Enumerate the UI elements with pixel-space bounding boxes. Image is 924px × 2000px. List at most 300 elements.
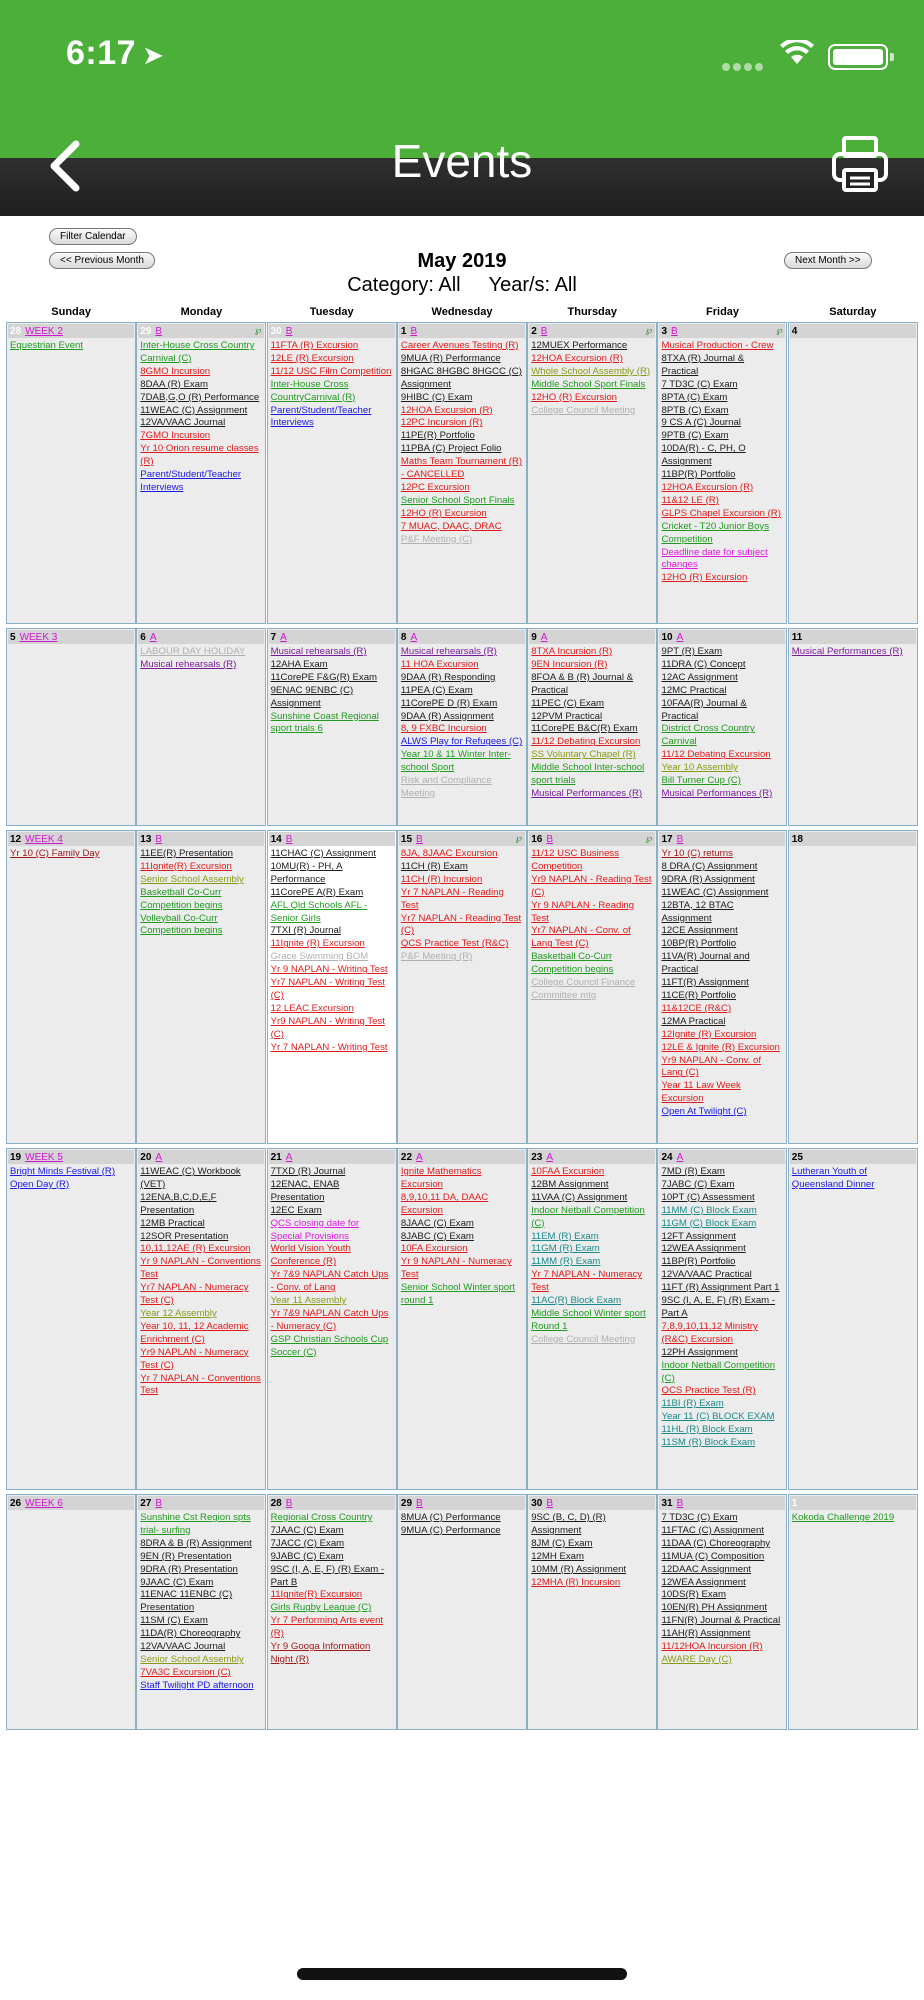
- event-link[interactable]: 12EC Exam: [270, 1204, 322, 1216]
- event-link[interactable]: 9ENAC 9ENBC (C) Assignment: [270, 684, 354, 709]
- day-cell[interactable]: [136, 1148, 266, 1490]
- event-link[interactable]: 8,9,10,11 DA, DAAC Excursion: [400, 1191, 489, 1216]
- event-link[interactable]: Open Day (R): [10, 1178, 70, 1190]
- event-link[interactable]: 11/12 Debating Excursion: [661, 749, 771, 761]
- event-link[interactable]: P&F Meeting (C): [400, 533, 473, 545]
- event-link[interactable]: Parent/Student/Teacher Interviews: [270, 404, 372, 429]
- event-link[interactable]: Regional Cross Country: [270, 1512, 373, 1523]
- event-link[interactable]: AFL Qld Schools AFL - Senior Girls: [270, 899, 368, 924]
- event-link[interactable]: 11CHAC (C) Assignment: [270, 848, 376, 859]
- event-link[interactable]: 7 MUAC, DAAC, DRAC: [400, 520, 502, 532]
- day-cell[interactable]: [657, 628, 787, 826]
- event-link[interactable]: 12BTA, 12 BTAC Assignment: [661, 899, 734, 924]
- event-link[interactable]: Senior School Winter sport round 1: [400, 1282, 515, 1307]
- event-link[interactable]: 8TXA (R) Journal & Practical: [661, 352, 745, 377]
- event-link[interactable]: Equestrian Event: [10, 340, 84, 351]
- day-cell[interactable]: [657, 322, 787, 624]
- event-link[interactable]: 11Ignite (R) Excursion: [270, 938, 365, 950]
- event-link[interactable]: 10FAA Excursion: [531, 1166, 605, 1177]
- day-cell[interactable]: [788, 628, 918, 826]
- week-ab-tag[interactable]: B: [410, 325, 418, 337]
- event-link[interactable]: Yr7 NAPLAN - Reading Test (C): [400, 912, 522, 937]
- event-link[interactable]: Open At Twilight (C): [661, 1106, 747, 1118]
- event-link[interactable]: Ignite Mathematics Excursion: [400, 1166, 482, 1190]
- event-link[interactable]: 9DAA (R) Responding: [400, 671, 496, 683]
- week-label-link[interactable]: WEEK 4: [25, 833, 63, 845]
- event-link[interactable]: 11AH(R) Assignment: [661, 1628, 751, 1640]
- event-link[interactable]: 10FA Excursion: [400, 1243, 468, 1255]
- event-link[interactable]: 11MM (C) Block Exam: [661, 1204, 757, 1216]
- event-link[interactable]: 11FTAC (C) Assignment: [661, 1524, 765, 1536]
- event-link[interactable]: 8DRA & B (R) Assignment: [140, 1537, 252, 1549]
- event-link[interactable]: 11DRA (C) Concept: [661, 658, 746, 670]
- event-link[interactable]: Sunshine Cst Region spts trial- surfing: [140, 1512, 251, 1536]
- event-link[interactable]: 12FT Assignment: [661, 1230, 736, 1242]
- event-link[interactable]: Musical Performances (R): [661, 787, 773, 799]
- event-link[interactable]: 9JAAC (C) Exam: [140, 1576, 214, 1588]
- event-link[interactable]: 10EN(R) PH Assignment: [661, 1602, 768, 1614]
- event-link[interactable]: Musical rehearsals (R): [140, 658, 237, 670]
- event-link[interactable]: Yr7 NAPLAN - Writing Test (C): [270, 977, 385, 1001]
- event-link[interactable]: SS Voluntary Chapel (R): [531, 749, 636, 761]
- event-link[interactable]: 8TXA Incursion (R): [531, 646, 613, 657]
- week-label-link[interactable]: WEEK 2: [25, 325, 63, 337]
- event-link[interactable]: 11GM (C) Block Exam: [661, 1217, 757, 1229]
- week-ab-tag[interactable]: B: [285, 833, 293, 845]
- event-link[interactable]: Yr 9 NAPLAN - Writing Test: [270, 964, 388, 976]
- event-link[interactable]: Musical rehearsals (R): [270, 646, 367, 657]
- event-link[interactable]: 12PC Excursion: [400, 481, 470, 493]
- event-link[interactable]: 12HOA Excursion (R): [400, 404, 493, 416]
- event-link[interactable]: Yr 7 NAPLAN - Reading Test: [400, 886, 504, 911]
- event-link[interactable]: Yr9 NAPLAN - Numeracy Test (C): [140, 1346, 249, 1371]
- event-link[interactable]: 11EE(R) Presentation: [140, 848, 233, 859]
- event-link[interactable]: 9 CS A (C) Journal: [661, 417, 741, 429]
- event-link[interactable]: 9SC (B, C, D) (R) Assignment: [531, 1512, 606, 1536]
- week-ab-tag[interactable]: A: [540, 631, 548, 643]
- week-ab-tag[interactable]: B: [546, 1497, 553, 1509]
- event-link[interactable]: 11EM (R) Exam: [531, 1230, 599, 1242]
- event-link[interactable]: 7 TD3C (C) Exam: [661, 378, 738, 390]
- filter-calendar-button[interactable]: Filter Calendar: [49, 228, 137, 245]
- event-link[interactable]: Year 10 Assembly: [661, 762, 738, 774]
- day-cell[interactable]: [397, 830, 527, 1144]
- event-link[interactable]: Yr 7 Performing Arts event (R): [270, 1615, 384, 1640]
- event-link[interactable]: 8DAA (R) Exam: [140, 378, 209, 390]
- event-link[interactable]: Yr7 NAPLAN - Conv. of Lang Test (C): [531, 925, 631, 950]
- event-link[interactable]: GLPS Chapel Excursion (R): [661, 507, 781, 519]
- event-link[interactable]: 11/12 USC Film Competition: [270, 365, 392, 377]
- event-link[interactable]: 12HO (R) Excursion: [531, 391, 618, 403]
- event-link[interactable]: 11BP(R) Portfolio: [661, 469, 736, 481]
- event-link[interactable]: 7TXI (R) Journal: [270, 925, 341, 937]
- event-link[interactable]: 8HGAC 8HGBC 8HGCC (C) Assignment: [400, 365, 522, 390]
- event-link[interactable]: 11FTA (R) Excursion: [270, 340, 359, 351]
- event-link[interactable]: 11CorePE F&G(R) Exam: [270, 671, 378, 683]
- event-link[interactable]: 10BP(R) Portfolio: [661, 938, 737, 950]
- event-link[interactable]: 10PT (C) Assessment: [661, 1191, 755, 1203]
- event-link[interactable]: 7JAAC (C) Exam: [270, 1524, 344, 1536]
- event-link[interactable]: 8MUA (C) Performance: [400, 1512, 501, 1523]
- day-cell[interactable]: [657, 1148, 787, 1490]
- event-link[interactable]: Yr 7 NAPLAN - Conventions Test: [140, 1372, 261, 1397]
- event-link[interactable]: 9PTB (C) Exam: [661, 430, 729, 442]
- event-link[interactable]: Risk and Compliance Meeting: [400, 775, 492, 799]
- event-link[interactable]: 12PH Assignment: [661, 1346, 738, 1358]
- event-link[interactable]: Maths Team Tournament (R) - CANCELLED: [400, 456, 523, 481]
- event-link[interactable]: 10,11,12AE (R) Excursion: [140, 1243, 251, 1255]
- event-link[interactable]: 12MUEX Performance: [531, 340, 628, 351]
- event-link[interactable]: Year 10, 11, 12 Academic Enrichment (C): [140, 1320, 249, 1345]
- event-link[interactable]: 11WEAC (C) Assignment: [140, 404, 248, 416]
- event-link[interactable]: 12MHA (R) Incursion: [531, 1576, 621, 1588]
- event-link[interactable]: 11 HOA Excursion: [400, 658, 479, 670]
- week-ab-tag[interactable]: B: [285, 1497, 293, 1509]
- event-link[interactable]: Basketball Co-Curr Competition begins: [140, 886, 223, 911]
- week-ab-tag[interactable]: B: [155, 833, 163, 845]
- event-link[interactable]: Sunshine Coast Regional sport trials 6: [270, 710, 379, 735]
- day-cell[interactable]: [527, 830, 657, 1144]
- event-link[interactable]: Inter-House Cross CountryCarnival (R): [270, 378, 356, 403]
- event-link[interactable]: 9DRA (R) Presentation: [140, 1563, 238, 1575]
- event-link[interactable]: Basketball Co-Curr Competition begins: [531, 951, 614, 976]
- event-link[interactable]: 8PTA (C) Exam: [661, 391, 728, 403]
- event-link[interactable]: 7DAB,G,O (R) Performance: [140, 391, 260, 403]
- event-link[interactable]: Senior School Sport Finals: [400, 494, 515, 506]
- event-link[interactable]: 11PE(R) Portfolio: [400, 430, 475, 442]
- next-month-button[interactable]: Next Month >>: [784, 252, 872, 269]
- week-ab-tag[interactable]: B: [676, 1497, 684, 1509]
- event-link[interactable]: Musical rehearsals (R): [400, 646, 497, 657]
- event-link[interactable]: 11/12 Debating Excursion: [531, 736, 641, 748]
- event-link[interactable]: Girls Rugby League (C): [270, 1602, 372, 1614]
- event-link[interactable]: Year 11 Law Week Excursion: [661, 1080, 741, 1105]
- event-link[interactable]: 12WEA Assignment: [661, 1576, 746, 1588]
- event-link[interactable]: Yr 10 Orion resume classes (R): [140, 443, 259, 468]
- event-link[interactable]: GSP Christian Schools Cup Soccer (C): [270, 1333, 389, 1358]
- event-link[interactable]: 12LE & Ignite (R) Excursion: [661, 1041, 780, 1053]
- event-link[interactable]: 11&12 LE (R): [661, 494, 719, 506]
- event-link[interactable]: 8JAAC (C) Exam: [400, 1217, 474, 1229]
- event-link[interactable]: 11DA(R) Choreography: [140, 1628, 241, 1640]
- week-ab-tag[interactable]: B: [416, 1497, 423, 1509]
- day-cell[interactable]: [6, 830, 136, 1144]
- day-cell[interactable]: [267, 1148, 397, 1490]
- event-link[interactable]: 10FAA(R) Journal & Practical: [661, 697, 747, 722]
- event-link[interactable]: 11Ignite(R) Excursion: [270, 1589, 363, 1601]
- event-link[interactable]: 12AC Assignment: [661, 671, 738, 683]
- event-link[interactable]: 11FT (R) Assignment Part 1: [661, 1282, 780, 1294]
- day-cell[interactable]: [6, 322, 136, 624]
- day-cell[interactable]: [6, 1494, 136, 1730]
- event-link[interactable]: 9PT (R) Exam: [661, 646, 723, 657]
- event-link[interactable]: World Vision Youth Conference (R): [270, 1243, 351, 1268]
- event-link[interactable]: Yr 10 (C) Family Day: [10, 848, 100, 859]
- event-link[interactable]: 12HO (R) Excursion: [400, 507, 487, 519]
- event-link[interactable]: 11CE(R) Portfolio: [661, 989, 736, 1001]
- event-link[interactable]: Kokoda Challenge 2019: [791, 1512, 895, 1523]
- event-link[interactable]: 11AC(R) Block Exam: [531, 1295, 622, 1307]
- event-link[interactable]: Yr 7&9 NAPLAN Catch Ups - Conv. of Lang: [270, 1269, 389, 1294]
- event-link[interactable]: 11VAA (C) Assignment: [531, 1191, 628, 1203]
- event-link[interactable]: 11BI (R) Exam: [661, 1398, 724, 1410]
- event-link[interactable]: 12 LEAC Excursion: [270, 1002, 354, 1014]
- event-link[interactable]: 7GMO Incursion: [140, 430, 211, 442]
- event-link[interactable]: Grace Swimming BOM: [270, 951, 369, 963]
- day-cell[interactable]: [136, 1494, 266, 1730]
- event-link[interactable]: Year 11 (C) BLOCK EXAM: [661, 1411, 775, 1423]
- day-cell[interactable]: [527, 1494, 657, 1730]
- event-link[interactable]: AWARE Day (C): [661, 1653, 732, 1665]
- day-cell[interactable]: [657, 830, 787, 1144]
- event-link[interactable]: ALWS Play for Refugees (C): [400, 736, 523, 748]
- event-link[interactable]: 11CorePE B&C(R) Exam: [531, 723, 638, 735]
- event-link[interactable]: 12MA Practical: [661, 1015, 726, 1027]
- event-link[interactable]: 9MUA (R) Performance: [400, 352, 501, 364]
- event-link[interactable]: 11VA(R) Journal and Practical: [661, 951, 750, 976]
- day-cell[interactable]: [267, 628, 397, 826]
- week-ab-tag[interactable]: A: [155, 1151, 163, 1163]
- event-link[interactable]: QCS Practice Test (R&C): [400, 938, 509, 950]
- event-link[interactable]: QCS closing date for Special Provisions: [270, 1217, 360, 1242]
- day-cell[interactable]: [527, 1148, 657, 1490]
- event-link[interactable]: 12MB Practical: [140, 1217, 205, 1229]
- event-link[interactable]: 11PBA (C) Project Folio: [400, 443, 502, 455]
- event-link[interactable]: Middle School Sport Finals: [531, 378, 646, 390]
- event-link[interactable]: Musical Production - Crew: [661, 340, 774, 351]
- week-label-link[interactable]: WEEK 5: [25, 1151, 63, 1163]
- event-link[interactable]: District Cross Country Carnival: [661, 723, 755, 748]
- event-link[interactable]: 9EN Incursion (R): [531, 658, 608, 670]
- event-link[interactable]: Lutheran Youth of Queensland Dinner: [791, 1166, 875, 1190]
- event-link[interactable]: 11ENAC 11ENBC (C) Presentation: [140, 1589, 233, 1614]
- event-link[interactable]: Middle School Inter-school sport trials: [531, 762, 645, 787]
- event-link[interactable]: 9DRA (R) Assignment: [661, 873, 755, 885]
- event-link[interactable]: 11SM (R) Block Exam: [661, 1437, 756, 1449]
- day-cell[interactable]: [397, 1148, 527, 1490]
- event-link[interactable]: 12SOR Presentation: [140, 1230, 229, 1242]
- event-link[interactable]: 12VA/VAAC Practical: [661, 1269, 752, 1281]
- previous-month-button[interactable]: << Previous Month: [49, 252, 155, 269]
- event-link[interactable]: Yr9 NAPLAN - Reading Test (C): [531, 873, 652, 898]
- week-ab-tag[interactable]: A: [285, 1151, 293, 1163]
- week-ab-tag[interactable]: B: [676, 833, 684, 845]
- event-link[interactable]: 12ENA,B,C,D,E,F Presentation: [140, 1191, 217, 1216]
- event-link[interactable]: Year 11 Assembly: [270, 1295, 347, 1307]
- event-link[interactable]: 11MM (R) Exam: [531, 1256, 601, 1268]
- week-ab-tag[interactable]: B: [546, 833, 553, 845]
- day-cell[interactable]: [397, 322, 527, 624]
- event-link[interactable]: 8JABC (C) Exam: [400, 1230, 474, 1242]
- event-link[interactable]: 12CE Assignment: [661, 925, 738, 937]
- week-ab-tag[interactable]: B: [285, 325, 293, 337]
- event-link[interactable]: 7VA3C Excursion (C): [140, 1666, 231, 1678]
- event-link[interactable]: 11MUA (C) Composition: [661, 1550, 765, 1562]
- event-link[interactable]: 11PEA (C) Exam: [400, 684, 473, 696]
- week-ab-tag[interactable]: B: [155, 325, 163, 337]
- event-link[interactable]: 7JACC (C) Exam: [270, 1537, 345, 1549]
- event-link[interactable]: 11HL (R) Block Exam: [661, 1424, 753, 1436]
- week-ab-tag[interactable]: A: [416, 1151, 423, 1163]
- event-link[interactable]: 12DAAC Assignment: [661, 1563, 752, 1575]
- day-cell[interactable]: [267, 322, 397, 624]
- event-link[interactable]: Musical Performances (R): [531, 787, 643, 799]
- week-ab-tag[interactable]: B: [671, 325, 678, 337]
- day-cell[interactable]: [136, 830, 266, 1144]
- event-link[interactable]: 9MUA (C) Performance: [400, 1524, 501, 1536]
- event-link[interactable]: Senior School Assembly: [140, 873, 244, 885]
- event-link[interactable]: Yr 7&9 NAPLAN Catch Ups - Numeracy (C): [270, 1307, 389, 1332]
- event-link[interactable]: Year 10 & 11 Winter Inter-school Sport: [400, 749, 511, 774]
- event-link[interactable]: 8JA, 8JAAC Excursion: [400, 848, 498, 859]
- event-link[interactable]: 10DS(R) Exam: [661, 1589, 726, 1601]
- event-link[interactable]: 9DAA (R) Assignment: [400, 710, 494, 722]
- event-link[interactable]: 12ENAC, ENAB Presentation: [270, 1178, 340, 1203]
- event-link[interactable]: 7 TD3C (C) Exam: [661, 1512, 738, 1523]
- event-link[interactable]: 9HIBC (C) Exam: [400, 391, 473, 403]
- day-cell[interactable]: [397, 628, 527, 826]
- event-link[interactable]: 10DA(R) - C, PH, O Assignment: [661, 443, 746, 468]
- week-label-link[interactable]: WEEK 3: [19, 631, 58, 643]
- week-ab-tag[interactable]: B: [416, 833, 423, 845]
- day-cell[interactable]: [267, 1494, 397, 1730]
- event-link[interactable]: 12AHA Exam: [270, 658, 328, 670]
- event-link[interactable]: Middle School Winter sport Round 1: [531, 1307, 646, 1332]
- event-link[interactable]: College Council Finance Committee mtg: [531, 977, 636, 1001]
- week-ab-tag[interactable]: A: [410, 631, 418, 643]
- event-link[interactable]: 8 DRA (C) Assignment: [661, 860, 758, 872]
- event-link[interactable]: 11WEAC (C) Assignment: [661, 886, 769, 898]
- event-link[interactable]: 8, 9 FXBC Incursion: [400, 723, 487, 735]
- event-link[interactable]: 12HOA Excursion (R): [661, 481, 754, 493]
- event-link[interactable]: Career Avenues Testing (R): [400, 340, 519, 351]
- day-cell[interactable]: [788, 830, 918, 1144]
- event-link[interactable]: Bill Turner Cup (C): [661, 775, 741, 787]
- day-cell[interactable]: [136, 628, 266, 826]
- week-ab-tag[interactable]: A: [676, 1151, 684, 1163]
- day-cell[interactable]: [136, 322, 266, 624]
- week-label-link[interactable]: WEEK 6: [25, 1497, 63, 1509]
- event-link[interactable]: 11BP(R) Portfolio: [661, 1256, 736, 1268]
- event-link[interactable]: 11PEC (C) Exam: [531, 697, 605, 709]
- event-link[interactable]: Yr 9 NAPLAN - Reading Test: [531, 899, 635, 924]
- event-link[interactable]: Musical Performances (R): [791, 646, 903, 657]
- event-link[interactable]: Yr 10 (C) returns: [661, 848, 733, 859]
- day-cell[interactable]: [527, 322, 657, 624]
- event-link[interactable]: 7JABC (C) Exam: [661, 1178, 735, 1190]
- event-link[interactable]: 11&12CE (R&C): [661, 1002, 732, 1014]
- event-link[interactable]: 9EN (R) Presentation: [140, 1550, 232, 1562]
- event-link[interactable]: 8PTB (C) Exam: [661, 404, 729, 416]
- event-link[interactable]: 8GMO Incursion: [140, 365, 211, 377]
- event-link[interactable]: 12VA/VAAC Journal: [140, 1641, 226, 1653]
- event-link[interactable]: Year 12 Assembly: [140, 1307, 217, 1319]
- event-link[interactable]: 12WEA Assignment: [661, 1243, 746, 1255]
- event-link[interactable]: Indoor Netball Competition (C): [531, 1204, 645, 1229]
- event-link[interactable]: 10MM (R) Assignment: [531, 1563, 627, 1575]
- event-link[interactable]: 8FOA & B (R) Journal & Practical: [531, 671, 634, 696]
- day-cell[interactable]: [6, 628, 136, 826]
- event-link[interactable]: Indoor Netball Competition (C): [661, 1359, 776, 1384]
- event-link[interactable]: Yr9 NAPLAN - Writing Test (C): [270, 1015, 385, 1040]
- day-cell[interactable]: [788, 322, 918, 624]
- event-link[interactable]: P&F Meeting (R): [400, 951, 473, 963]
- day-cell[interactable]: [397, 1494, 527, 1730]
- event-link[interactable]: College Council Meeting: [531, 404, 636, 416]
- event-link[interactable]: 11CorePE A(R) Exam: [270, 886, 364, 898]
- event-link[interactable]: Volleyball Co-Curr Competition begins: [140, 912, 223, 937]
- event-link[interactable]: Senior School Assembly: [140, 1653, 244, 1665]
- event-link[interactable]: 11WEAC (C) Workbook (VET): [140, 1166, 241, 1190]
- week-ab-tag[interactable]: B: [540, 325, 548, 337]
- day-cell[interactable]: [6, 1148, 136, 1490]
- event-link[interactable]: 11CorePE D (R) Exam: [400, 697, 498, 709]
- event-link[interactable]: 9SC (I, A, E, F) (R) Exam - Part A: [661, 1295, 776, 1319]
- event-link[interactable]: Yr7 NAPLAN - Numeracy Test (C): [140, 1282, 249, 1307]
- event-link[interactable]: 9JABC (C) Exam: [270, 1550, 344, 1562]
- day-cell[interactable]: [527, 628, 657, 826]
- event-link[interactable]: 11GM (R) Exam: [531, 1243, 600, 1255]
- event-link[interactable]: Inter-House Cross Country Carnival (C): [140, 340, 255, 364]
- event-link[interactable]: 12HOA Excursion (R): [531, 352, 623, 364]
- event-link[interactable]: 11Ignite(R) Excursion: [140, 860, 232, 872]
- event-link[interactable]: 11DAA (C) Choreography: [661, 1537, 771, 1549]
- event-link[interactable]: 12PVM Practical: [531, 710, 603, 722]
- event-link[interactable]: Deadline date for subject changes: [661, 546, 768, 571]
- event-link[interactable]: 12LE (R) Excursion: [270, 352, 354, 364]
- event-link[interactable]: 7TXD (R) Journal: [270, 1166, 346, 1177]
- event-link[interactable]: 12HO (R) Excursion: [661, 572, 748, 584]
- event-link[interactable]: 11FN(R) Journal & Practical: [661, 1615, 781, 1627]
- week-ab-tag[interactable]: A: [280, 631, 287, 643]
- event-link[interactable]: 12Ignite (R) Excursion: [661, 1028, 757, 1040]
- week-ab-tag[interactable]: A: [676, 631, 684, 643]
- event-link[interactable]: Yr 9 Googa Information Night (R): [270, 1641, 371, 1665]
- event-link[interactable]: Whole School Assembly (R): [531, 365, 651, 377]
- event-link[interactable]: 7MD (R) Exam: [661, 1166, 725, 1177]
- event-link[interactable]: Parent/Student/Teacher Interviews: [140, 469, 242, 493]
- day-cell[interactable]: [657, 1494, 787, 1730]
- event-link[interactable]: 12MC Practical: [661, 684, 727, 696]
- event-link[interactable]: 7,8,9,10,11,12 Ministry (R&C) Excursion: [661, 1320, 758, 1345]
- event-link[interactable]: Yr9 NAPLAN - Conv. of Lang (C): [661, 1054, 762, 1079]
- event-link[interactable]: Yr 7 NAPLAN - Writing Test: [270, 1041, 388, 1053]
- week-ab-tag[interactable]: A: [149, 631, 157, 643]
- event-link[interactable]: 11FT(R) Assignment: [661, 977, 749, 989]
- event-link[interactable]: 12MH Exam: [531, 1550, 584, 1562]
- day-cell[interactable]: [788, 1148, 918, 1490]
- event-link[interactable]: 11/12 USC Business Competition: [531, 848, 619, 872]
- event-link[interactable]: Yr 7 NAPLAN - Numeracy Test: [531, 1269, 643, 1294]
- event-link[interactable]: 10MU(R) - PH, A Performance: [270, 860, 343, 885]
- event-link[interactable]: 8JM (C) Exam: [531, 1537, 593, 1549]
- printer-icon[interactable]: [830, 134, 890, 194]
- week-ab-tag[interactable]: B: [155, 1497, 163, 1509]
- week-ab-tag[interactable]: A: [546, 1151, 553, 1163]
- event-link[interactable]: 12PC Incursion (R): [400, 417, 483, 429]
- day-cell[interactable]: [267, 830, 397, 1144]
- event-link[interactable]: 11/12HOA Incursion (R): [661, 1641, 763, 1653]
- event-link[interactable]: Yr 9 NAPLAN - Conventions Test: [140, 1256, 261, 1281]
- event-link[interactable]: Yr 9 NAPLAN - Numeracy Test: [400, 1256, 512, 1281]
- event-link[interactable]: 9SC (I, A, E, F) (R) Exam - Part B: [270, 1563, 385, 1588]
- event-link[interactable]: Bright Minds Festival (R): [10, 1166, 116, 1177]
- event-link[interactable]: 11CH (R) Incursion: [400, 873, 483, 885]
- event-link[interactable]: Cricket - T20 Junior Boys Competition: [661, 520, 770, 545]
- event-link[interactable]: 11CH (R) Exam: [400, 860, 468, 872]
- day-cell[interactable]: [788, 1494, 918, 1730]
- event-link[interactable]: 12BM Assignment: [531, 1178, 609, 1190]
